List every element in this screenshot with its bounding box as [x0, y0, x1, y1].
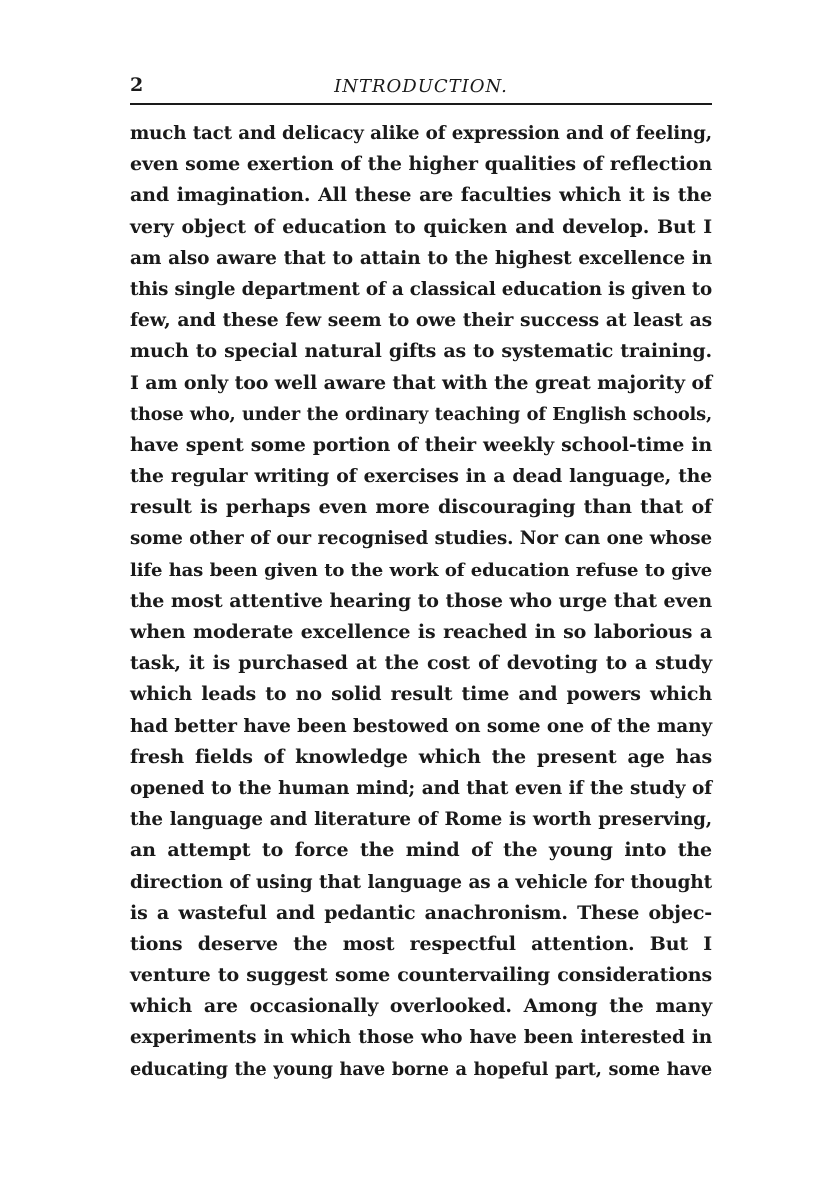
text-line: have spent some portion of their weekly school-time in: [130, 433, 712, 456]
text-line: direction of using that language as a vehicle for thought: [130, 871, 712, 893]
text-line: very object of education to quicken and develop. But I: [130, 215, 712, 238]
text-line: the most attentive hearing to those who urge that even: [130, 589, 712, 612]
text-line: venture to suggest some countervailing considerations: [130, 964, 712, 987]
text-line: had better have been bestowed on some one of the many: [130, 715, 712, 737]
text-line: those who, under the ordinary teaching of English schools,: [130, 403, 712, 425]
page-number: 2: [130, 74, 144, 96]
text-line: and imagination. All these are faculties which it is the: [130, 184, 712, 207]
text-line: the language and literature of Rome is worth preserving,: [130, 809, 712, 831]
text-line: which are occasionally overlooked. Among the many: [130, 995, 712, 1018]
text-line: I am only too well aware that with the great majority of: [130, 371, 712, 394]
text-line: this single department of a classical education is given to: [130, 278, 713, 300]
text-line: task, it is purchased at the cost of devoting to a study: [130, 652, 712, 675]
running-title: INTRODUCTION.: [334, 76, 508, 97]
text-line: the regular writing of exercises in a dead language, the: [130, 465, 712, 488]
text-line: an attempt to force the mind of the young into the: [130, 839, 712, 862]
text-line: life has been given to the work of education refuse to give: [130, 559, 712, 581]
text-line: fresh fields of knowledge which the present age has: [130, 745, 712, 768]
text-line: even some exertion of the higher qualities of reflection: [130, 153, 712, 176]
header-rule: [130, 103, 712, 105]
text-line: which leads to no solid result time and powers which: [130, 683, 712, 706]
text-line: is a wasteful and pedantic anachronism. These objec-: [130, 901, 712, 924]
text-line: experiments in which those who have been interested in: [130, 1027, 712, 1049]
body-text: [130, 118, 712, 1085]
text-line: few, and these few seem to owe their success at least as: [130, 309, 712, 332]
page-header: [130, 74, 712, 104]
text-line: much tact and delicacy alike of expression and of feeling,: [130, 123, 712, 144]
text-line: much to special natural gifts as to systematic training.: [130, 340, 712, 363]
text-line: educating the young have borne a hopeful part, some have: [130, 1058, 712, 1080]
text-line: when moderate excellence is reached in so laborious a: [130, 621, 712, 643]
text-line: result is perhaps even more discouraging than that of: [130, 496, 712, 519]
text-line: opened to the human mind; and that even if the study of: [130, 777, 712, 799]
text-line: tions deserve the most respectful attention. But I: [130, 932, 712, 955]
text-line: am also aware that to attain to the highest excellence in: [130, 247, 712, 269]
text-line: some other of our recognised studies. Nor can one whose: [130, 528, 712, 550]
